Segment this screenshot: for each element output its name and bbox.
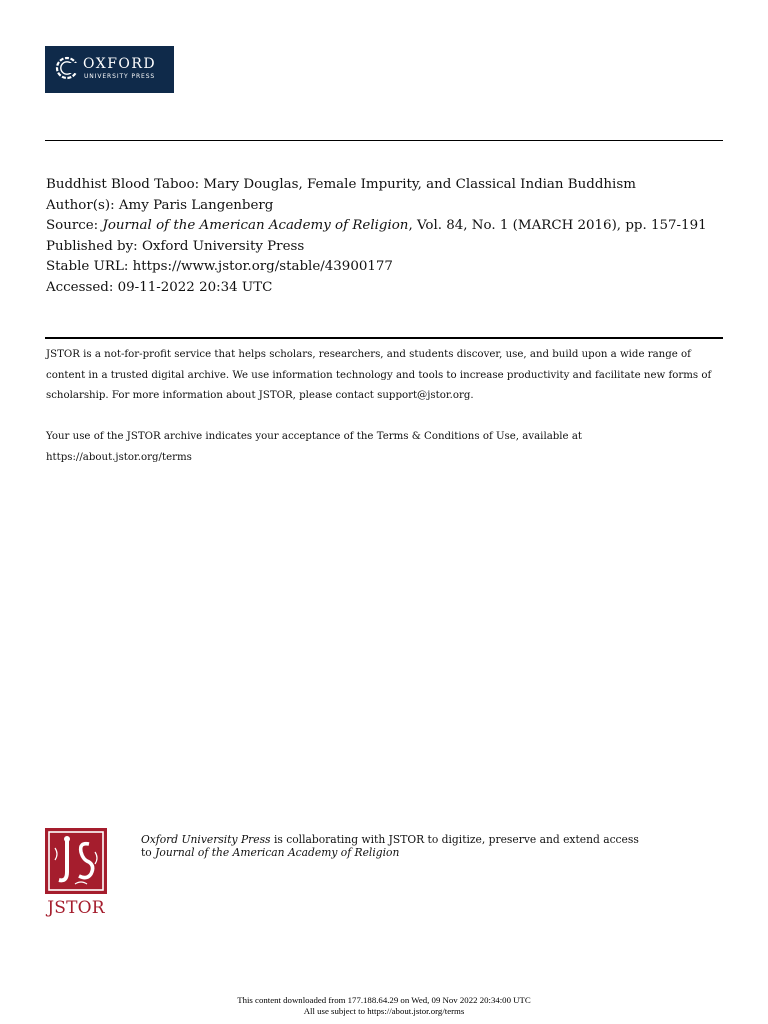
article-title: Buddhist Blood Taboo: Mary Douglas, Female Impurity, and Classical Indian Buddhism bbox=[46, 177, 636, 192]
middle-divider bbox=[45, 337, 723, 339]
stable-url-line bbox=[46, 257, 726, 278]
authors-value: Amy Paris Langenberg bbox=[118, 197, 274, 213]
accessed-label: Accessed: bbox=[46, 279, 114, 295]
oxford-emblem-icon bbox=[55, 56, 79, 80]
oxford-university-press-logo bbox=[45, 46, 174, 93]
top-divider bbox=[45, 140, 723, 141]
collaboration-publisher: Oxford University Press bbox=[141, 833, 271, 846]
authors-label: Author(s): bbox=[46, 197, 115, 213]
footer-line-2: All use subject to https://about.jstor.org/terms bbox=[303, 1005, 465, 1016]
source-label: Source: bbox=[46, 218, 99, 234]
terms-of-use-paragraph: Your use of the JSTOR archive indicates your acceptance of the Terms & Conditions of Use, available at https://about.jstor.org/terms bbox=[46, 431, 582, 463]
accessed-line bbox=[46, 278, 726, 299]
oxford-logo-subtitle: UNIVERSITY PRESS bbox=[84, 73, 156, 80]
download-footer bbox=[0, 995, 768, 1016]
source-line bbox=[46, 216, 726, 237]
jstor-emblem-icon bbox=[45, 828, 107, 894]
stable-url-link[interactable]: https://www.jstor.org/stable/43900177 bbox=[132, 259, 393, 275]
collaboration-statement bbox=[141, 833, 741, 859]
oxford-logo-name: OXFORD bbox=[83, 56, 157, 72]
published-label: Published by: bbox=[46, 238, 138, 254]
accessed-value: 09-11-2022 20:34 UTC bbox=[117, 279, 273, 295]
published-line bbox=[46, 237, 726, 258]
publisher-value: Oxford University Press bbox=[141, 238, 305, 254]
jstor-notice-paragraph: JSTOR is a not-for-profit service that helps scholars, researchers, and students discover, use, and build upon a wide range of content in a trusted digital archive. We use information technology and tools to increase productivity and facilitate new forms of scholarship. For more information about JSTOR, please contact support@jstor.org. bbox=[46, 349, 712, 401]
collaboration-prefix: to bbox=[141, 846, 156, 859]
jstor-wordmark: JSTOR bbox=[47, 898, 105, 918]
citation-block bbox=[46, 175, 726, 299]
source-details: , Vol. 84, No. 1 (MARCH 2016), pp. 157-191 bbox=[408, 218, 707, 234]
collaboration-journal: Journal of the American Academy of Religion bbox=[155, 846, 400, 859]
footer-line-1: This content downloaded from 177.188.64.29 on Wed, 09 Nov 2022 20:34:00 UTC bbox=[237, 995, 531, 1005]
collaboration-line-1 bbox=[141, 833, 741, 846]
collaboration-line-2 bbox=[141, 846, 741, 859]
journal-title: Journal of the American Academy of Religion bbox=[102, 218, 409, 234]
stable-url-label: Stable URL: bbox=[46, 259, 129, 275]
authors-line bbox=[46, 196, 726, 217]
jstor-logo bbox=[44, 828, 108, 920]
collaboration-text: is collaborating with JSTOR to digitize, preserve and extend access bbox=[270, 833, 639, 846]
